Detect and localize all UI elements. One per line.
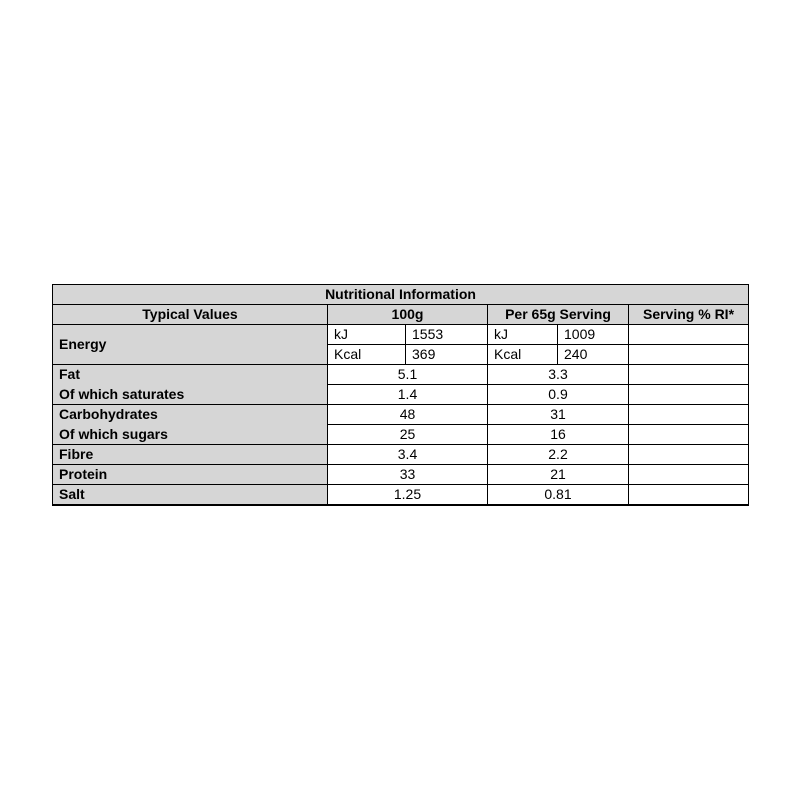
fat-per-100g: 5.1 bbox=[328, 365, 488, 385]
protein-per-serving: 21 bbox=[488, 465, 629, 485]
title-row bbox=[53, 285, 749, 305]
header-typical-values: Typical Values bbox=[53, 305, 328, 325]
sugars-row bbox=[53, 425, 749, 445]
header-per-100g: 100g bbox=[328, 305, 488, 325]
fibre-ri bbox=[629, 445, 749, 465]
fibre-row bbox=[53, 445, 749, 465]
sugars-ri bbox=[629, 425, 749, 445]
protein-label: Protein bbox=[53, 465, 328, 485]
fat-per-serving: 3.3 bbox=[488, 365, 629, 385]
energy-kcal-ri bbox=[629, 345, 749, 365]
protein-row bbox=[53, 465, 749, 485]
fibre-label: Fibre bbox=[53, 445, 328, 465]
saturates-ri bbox=[629, 385, 749, 405]
saturates-per-serving: 0.9 bbox=[488, 385, 629, 405]
salt-ri bbox=[629, 485, 749, 506]
fat-ri bbox=[629, 365, 749, 385]
fibre-per-100g: 3.4 bbox=[328, 445, 488, 465]
energy-kj-unit-serving: kJ bbox=[488, 325, 558, 345]
energy-kcal-unit-100g: Kcal bbox=[328, 345, 406, 365]
nutrition-table bbox=[52, 284, 749, 506]
energy-kj-unit-100g: kJ bbox=[328, 325, 406, 345]
fat-label: Fat bbox=[53, 365, 328, 385]
sugars-per-100g: 25 bbox=[328, 425, 488, 445]
sugars-label: Of which sugars bbox=[53, 425, 328, 445]
salt-label: Salt bbox=[53, 485, 328, 506]
energy-kcal-value-100g: 369 bbox=[406, 345, 488, 365]
salt-per-100g: 1.25 bbox=[328, 485, 488, 506]
table-title: Nutritional Information bbox=[53, 285, 749, 305]
fat-row bbox=[53, 365, 749, 385]
fibre-per-serving: 2.2 bbox=[488, 445, 629, 465]
saturates-per-100g: 1.4 bbox=[328, 385, 488, 405]
carbohydrates-ri bbox=[629, 405, 749, 425]
saturates-row bbox=[53, 385, 749, 405]
sugars-per-serving: 16 bbox=[488, 425, 629, 445]
header-serving-ri: Serving % RI* bbox=[629, 305, 749, 325]
energy-kj-ri bbox=[629, 325, 749, 345]
energy-kj-value-100g: 1553 bbox=[406, 325, 488, 345]
energy-kj-value-serving: 1009 bbox=[558, 325, 629, 345]
carbohydrates-label: Carbohydrates bbox=[53, 405, 328, 425]
carbohydrates-per-serving: 31 bbox=[488, 405, 629, 425]
energy-kcal-unit-serving: Kcal bbox=[488, 345, 558, 365]
saturates-label: Of which saturates bbox=[53, 385, 328, 405]
carbohydrates-row bbox=[53, 405, 749, 425]
carbohydrates-per-100g: 48 bbox=[328, 405, 488, 425]
protein-ri bbox=[629, 465, 749, 485]
energy-kcal-value-serving: 240 bbox=[558, 345, 629, 365]
header-row bbox=[53, 305, 749, 325]
protein-per-100g: 33 bbox=[328, 465, 488, 485]
header-per-serving: Per 65g Serving bbox=[488, 305, 629, 325]
salt-row bbox=[53, 485, 749, 506]
energy-kj-row bbox=[53, 325, 749, 345]
salt-per-serving: 0.81 bbox=[488, 485, 629, 506]
energy-label: Energy bbox=[53, 325, 328, 365]
